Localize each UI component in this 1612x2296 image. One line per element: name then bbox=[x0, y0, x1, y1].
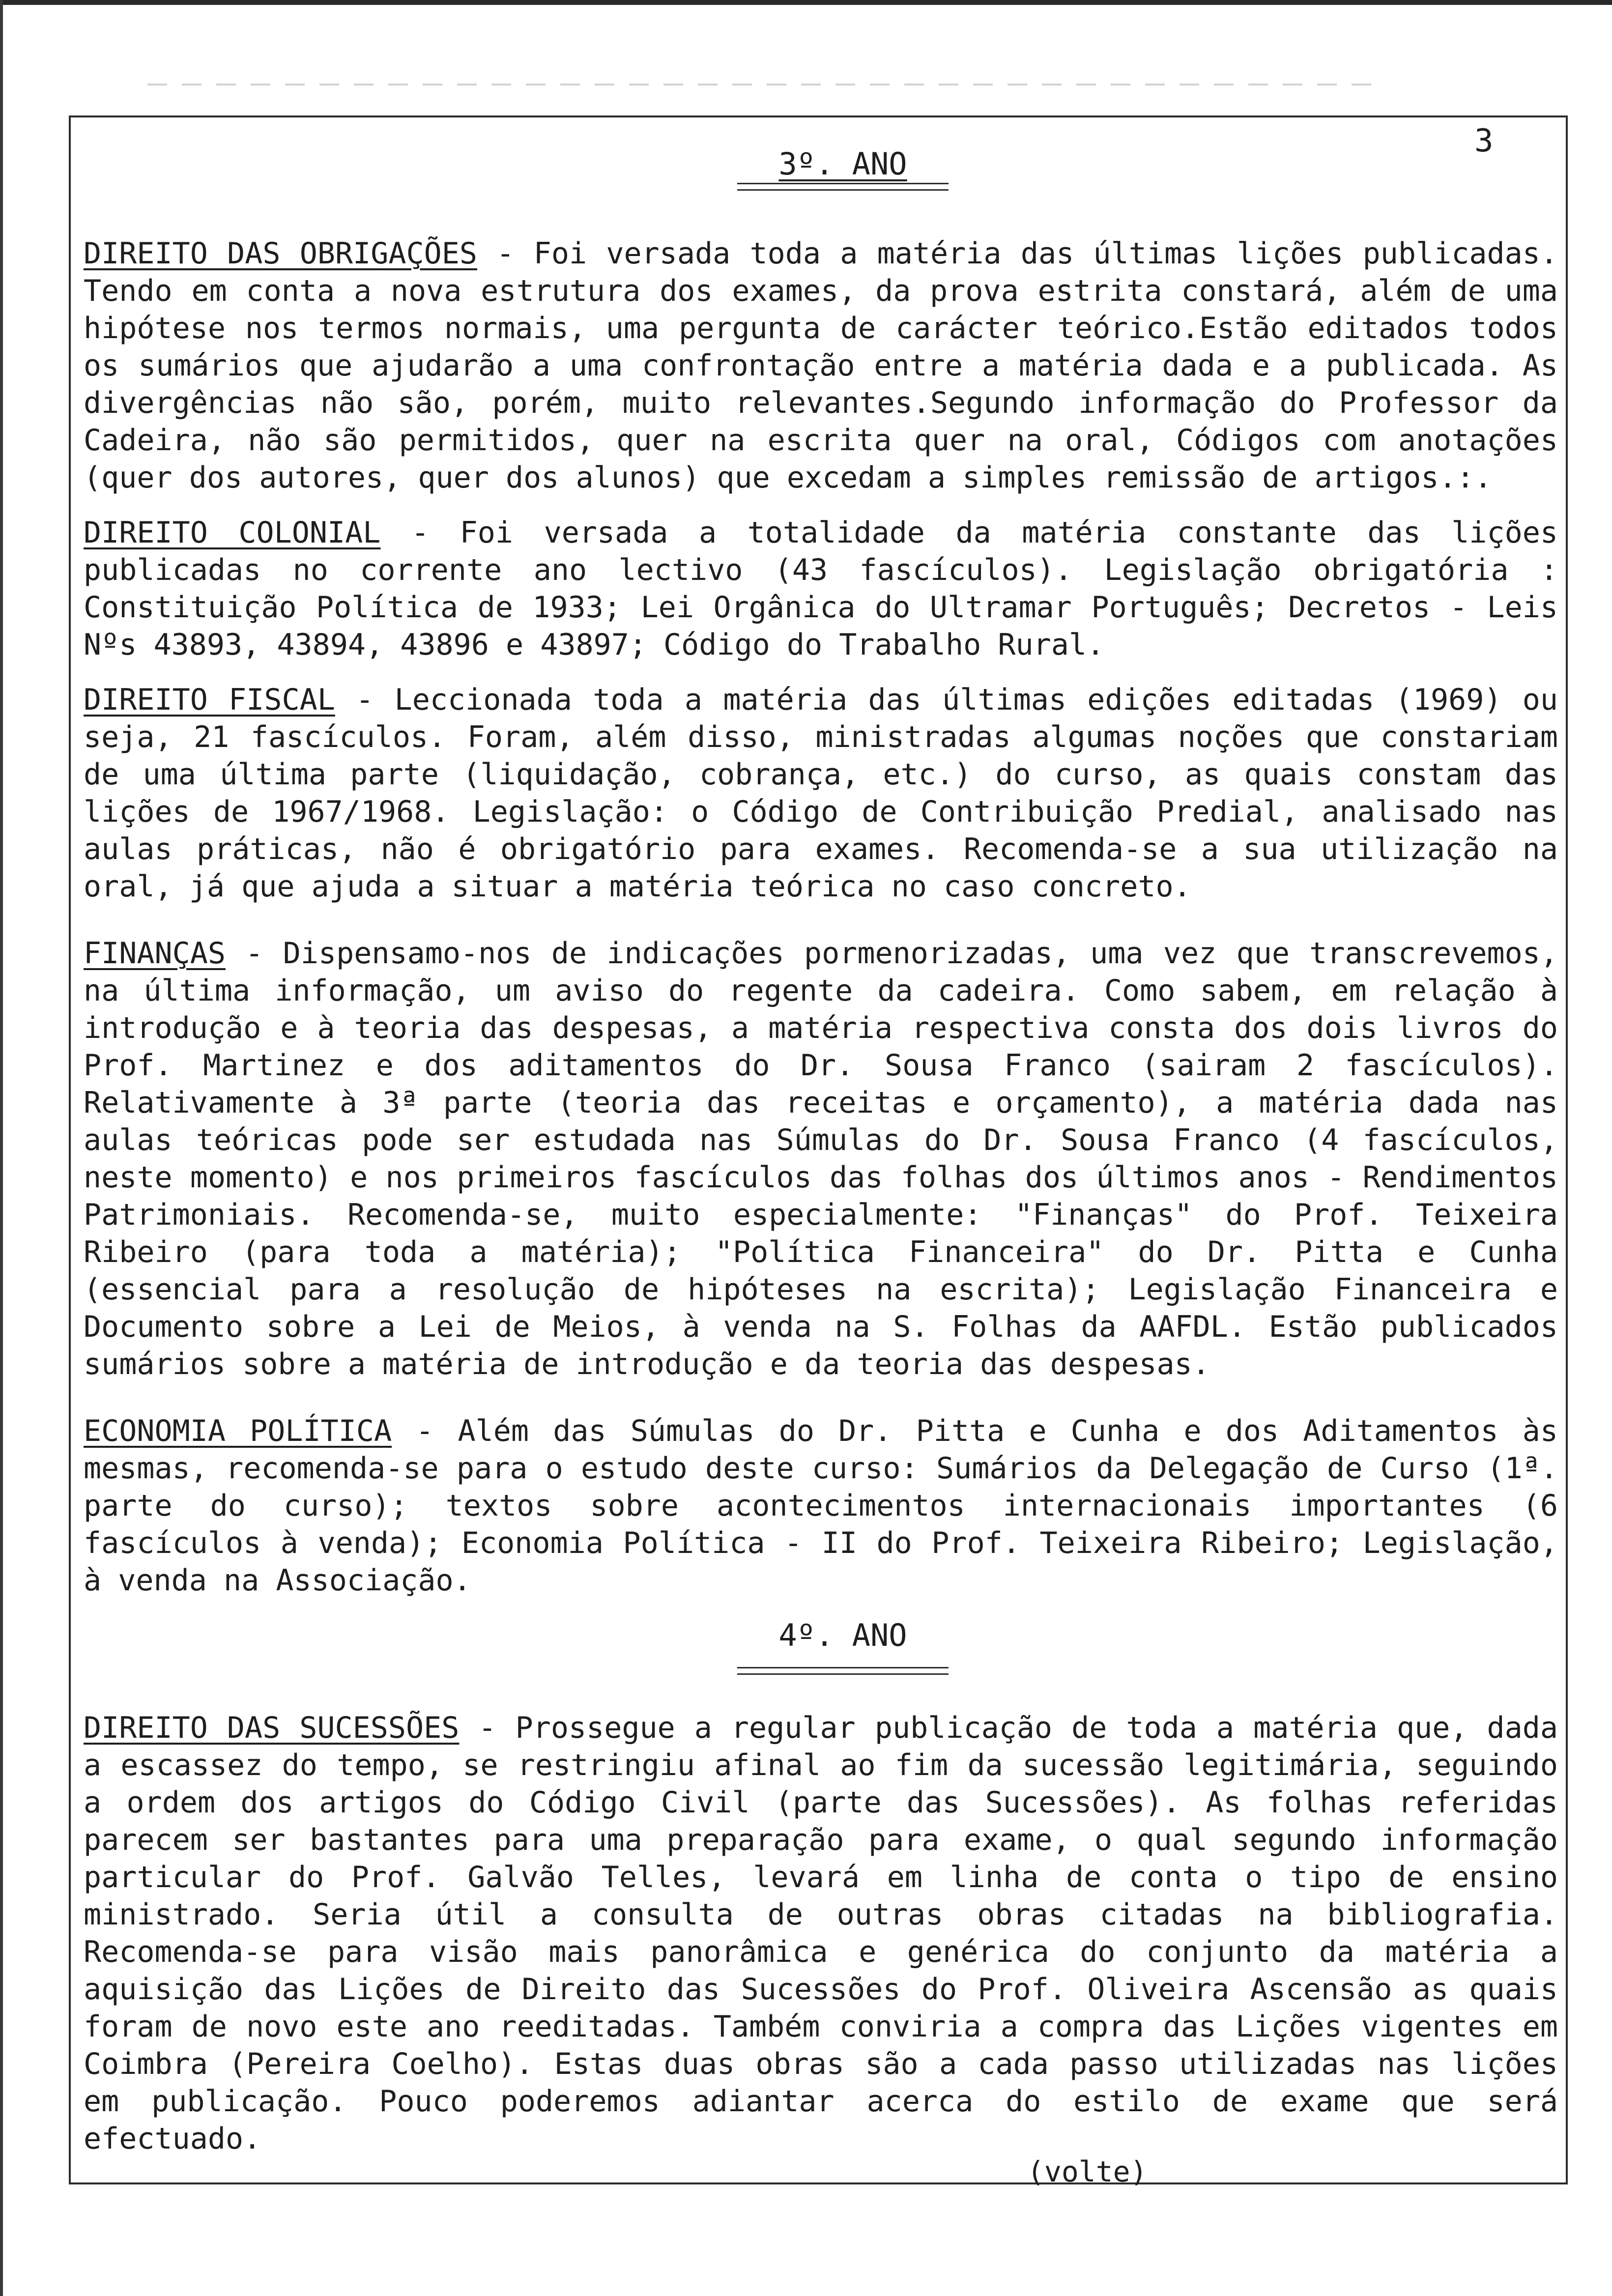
section-direito-colonial bbox=[84, 514, 1558, 663]
section-subject: FINANÇAS bbox=[84, 936, 226, 971]
year-3-heading-label: 3º. ANO bbox=[778, 146, 907, 182]
document-body bbox=[84, 147, 1558, 2157]
year-4-heading-double-rule bbox=[737, 1667, 949, 1675]
section-direito-fiscal bbox=[84, 681, 1558, 905]
year-3-heading bbox=[84, 147, 1558, 181]
scan-top-edge bbox=[0, 0, 1612, 5]
section-direito-sucessoes bbox=[84, 1709, 1558, 2157]
scan-artifact-dashes bbox=[147, 84, 1376, 86]
section-text: - Foi versada toda a matéria das últimas lições publicadas. Tendo em conta a nova estrutura dos exames, da prova estrita constará, além de uma hipótese nos termos normais, uma pergunta de carácter teórico.Estão editados todos os sumários que ajudarão a uma confrontação entre a matéria dada e a publicada. As divergências não são, porém, muito relevantes.Segundo informação do Professor da Cadeira, não são permitidos, quer na escrita quer na oral, Códigos com anotações (quer dos autores, quer dos alunos) que excedam a simples remissão de artigos.:. bbox=[84, 236, 1558, 495]
section-economia-politica bbox=[84, 1412, 1558, 1599]
year-3-heading-double-rule bbox=[737, 183, 949, 191]
page-number: 3 bbox=[1474, 123, 1494, 159]
section-financas bbox=[84, 935, 1558, 1383]
section-text: - Prossegue a regular publicação de toda a matéria que, dada a escassez do tempo, se restringiu afinal ao fim da sucessão legitimária, seguindo a ordem dos artigos do Código Civil (parte das Sucessões). As folhas referidas parecem ser bastantes para uma preparação para exame, o qual segundo informação particular do Prof. Galvão Telles, levará em linha de conta o tipo de ensino ministrado. Seria útil a consulta de outras obras citadas na bibliografia. Recomenda-se para visão mais panorâmica e genérica do conjunto da matéria a aquisição das Lições de Direito das Sucessões do Prof. Oliveira Ascensão as quais foram de novo este ano reeditadas. Também conviria a compra das Lições vigentes em Coimbra (Pereira Coelho). Estas duas obras são a cada passo utilizadas nas lições em publicação. Pouco poderemos adiantar acerca do estilo de exame que será efectuado. bbox=[84, 1711, 1558, 2156]
scan-left-edge bbox=[0, 0, 3, 2296]
turn-page-note: (volte) bbox=[1027, 2155, 1148, 2188]
section-text: - Dispensamo-nos de indicações pormenorizadas, uma vez que transcrevemos, na última informação, um aviso do regente da cadeira. Como sabem, em relação à introdução e à teoria das despesas, a matéria respectiva consta dos dois livros do Prof. Martinez e dos aditamentos do Dr. Sousa Franco (sairam 2 fascículos). Relativamente à 3ª parte (teoria das receitas e orçamento), a matéria dada nas aulas teóricas pode ser estudada nas Súmulas do Dr. Sousa Franco (4 fascículos, neste momento) e nos primeiros fascículos das folhas dos últimos anos - Rendimentos Patrimoniais. Recomenda-se, muito especialmente: "Finanças" do Prof. Teixeira Ribeiro (para toda a matéria); "Política Financeira" do Dr. Pitta e Cunha (essencial para a resolução de hipóteses na escrita); Legislação Financeira e Documento sobre a Lei de Meios, à venda na S. Folhas da AAFDL. Estão publicados sumários sobre a matéria de introdução e da teoria das despesas. bbox=[84, 936, 1558, 1382]
section-subject: DIREITO DAS SUCESSÕES bbox=[84, 1711, 460, 1746]
section-subject: DIREITO FISCAL bbox=[84, 683, 335, 718]
section-text: - Além das Súmulas do Dr. Pitta e Cunha e dos Aditamentos às mesmas, recomenda-se para o estudo deste curso: Sumários da Delegação de Curso (1ª. parte do curso); textos sobre acontecimentos internacionais importantes (6 fascículos à venda); Economia Política - II do Prof. Teixeira Ribeiro; Legislação, à venda na Associação. bbox=[84, 1414, 1558, 1598]
section-direito-obrigacoes bbox=[84, 235, 1558, 496]
section-subject: ECONOMIA POLÍTICA bbox=[84, 1414, 392, 1449]
section-text: - Foi versada a totalidade da matéria constante das lições publicadas no corrente ano lectivo (43 fascículos). Legislação obrigatória : Constituição Política de 1933; Lei Orgânica do Ultramar Português; Decretos - Leis Nºs 43893, 43894, 43896 e 43897; Código do Trabalho Rural. bbox=[84, 516, 1558, 662]
section-text: - Leccionada toda a matéria das últimas edições editadas (1969) ou seja, 21 fascículos. Foram, além disso, ministradas algumas noções que constariam de uma última parte (liquidação, cobrança, etc.) do curso, as quais constam das lições de 1967/1968. Legislação: o Código de Contribuição Predial, analisado nas aulas práticas, não é obrigatório para exames. Recomenda-se a sua utilização na oral, já que ajuda a situar a matéria teórica no caso concreto. bbox=[84, 683, 1558, 904]
section-subject: DIREITO COLONIAL bbox=[84, 516, 381, 550]
section-subject: DIREITO DAS OBRIGAÇÕES bbox=[84, 236, 478, 271]
year-4-heading bbox=[84, 1619, 1558, 1652]
year-4-heading-label: 4º. ANO bbox=[778, 1617, 907, 1654]
